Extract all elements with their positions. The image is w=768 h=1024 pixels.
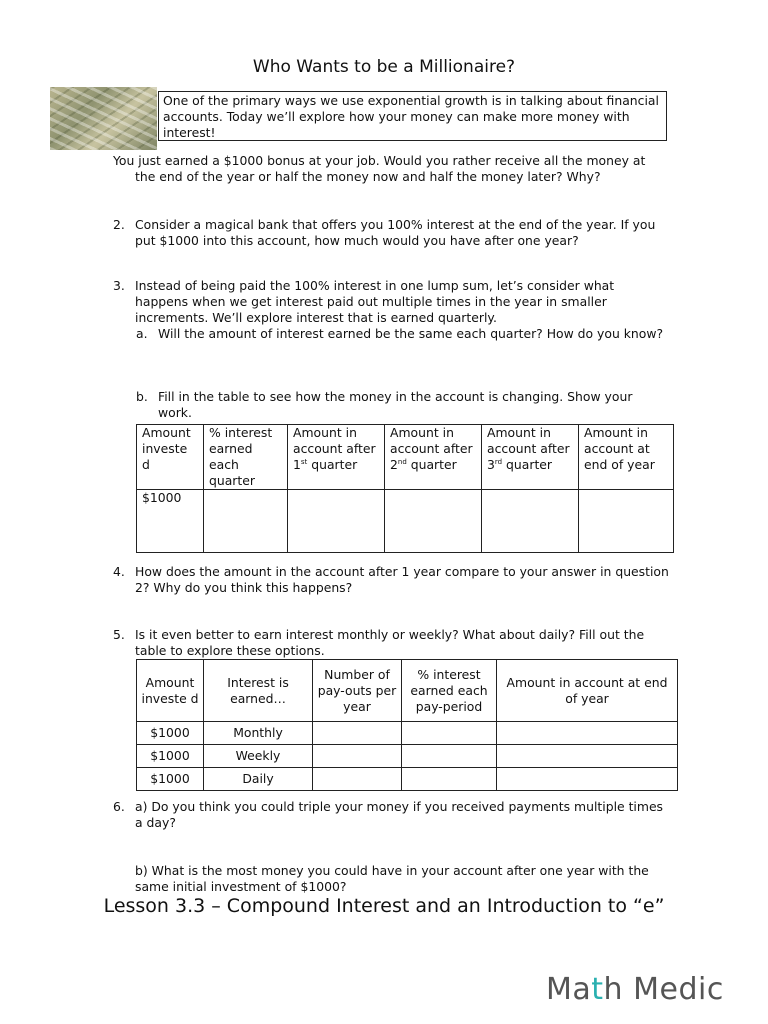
- table-row: [137, 490, 674, 553]
- cell-period: Monthly: [204, 722, 313, 745]
- answer-cell[interactable]: [288, 490, 385, 553]
- question-6-number: 6.: [113, 799, 125, 814]
- answer-cell[interactable]: [402, 722, 497, 745]
- question-5-text: Is it even better to earn interest monthly or weekly? What about daily? Fill out the table to explore these options.: [135, 627, 645, 658]
- question-1: [113, 153, 669, 185]
- question-6b-text: b) What is the most money you could have in your account after one year with the same initial investment of $1000?: [135, 863, 649, 894]
- lesson-footer: Lesson 3.3 – Compound Interest and an Introduction to “e”: [103, 895, 665, 917]
- question-6b: [113, 863, 669, 895]
- quarterly-table: [136, 424, 674, 553]
- header-payouts-per-year: Number of pay-outs per year: [313, 660, 402, 722]
- question-3a: [136, 326, 669, 342]
- answer-cell[interactable]: [497, 722, 678, 745]
- quarterly-table-header: [137, 425, 674, 490]
- question-3-text: Instead of being paid the 100% interest in one lump sum, let’s consider what happens when we get interest paid out multiple times in the year in smaller increments. We’ll explore interest that is earned quarterly.: [135, 278, 615, 325]
- frequency-table-header: [137, 660, 678, 722]
- question-3-number: 3.: [113, 278, 125, 293]
- answer-cell[interactable]: [482, 490, 579, 553]
- cell-amount: $1000: [137, 768, 204, 791]
- intro-box: One of the primary ways we use exponential growth is in talking about financial accounts. Today we’ll explore how your money can make more money with interest!: [158, 91, 667, 141]
- header-interest-earned: Interest is earned…: [204, 660, 313, 722]
- question-4-number: 4.: [113, 564, 125, 579]
- question-5: [113, 627, 669, 659]
- cell-period: Weekly: [204, 745, 313, 768]
- question-3b-letter: b.: [136, 389, 148, 404]
- math-medic-logo: Math Medic: [546, 972, 724, 1007]
- question-4: [113, 564, 669, 596]
- table-row: [137, 722, 678, 745]
- question-3b-text: Fill in the table to see how the money in the account is changing. Show your work.: [158, 389, 633, 420]
- question-3a-text: Will the amount of interest earned be the same each quarter? How do you know?: [158, 326, 664, 341]
- header-percent-interest: % interest earned each quarter: [204, 425, 288, 490]
- header-amount-invested: Amount investe d: [137, 660, 204, 722]
- answer-cell[interactable]: [313, 745, 402, 768]
- question-6a: [113, 799, 669, 831]
- question-6a-text: a) Do you think you could triple your money if you received payments multiple times a day?: [135, 799, 664, 830]
- header-percent-per-period: % interest earned each pay-period: [402, 660, 497, 722]
- question-1-text: You just earned a $1000 bonus at your job. Would you rather receive all the money at the end of the year or half the money now and half the money later? Why?: [113, 153, 646, 184]
- frequency-table: [136, 659, 678, 791]
- answer-cell[interactable]: [313, 768, 402, 791]
- question-2: [113, 217, 669, 249]
- answer-cell[interactable]: [204, 490, 288, 553]
- answer-cell[interactable]: [385, 490, 482, 553]
- question-3: [113, 278, 669, 326]
- question-3a-letter: a.: [136, 326, 148, 341]
- answer-cell[interactable]: [579, 490, 674, 553]
- page-title: Who Wants to be a Millionaire?: [252, 57, 516, 77]
- header-end-of-year: Amount in account at end of year: [497, 660, 678, 722]
- header-end-of-year: Amount in account at end of year: [579, 425, 674, 490]
- answer-cell[interactable]: [402, 768, 497, 791]
- answer-cell[interactable]: [402, 745, 497, 768]
- header-after-q2: Amount in account after 2nd quarter: [385, 425, 482, 490]
- question-5-number: 5.: [113, 627, 125, 642]
- answer-cell[interactable]: [497, 745, 678, 768]
- header-after-q1: Amount in account after 1st quarter: [288, 425, 385, 490]
- question-4-text: How does the amount in the account after 1 year compare to your answer in question 2? Why do you think this happens?: [135, 564, 669, 595]
- table-row: [137, 745, 678, 768]
- cell-period: Daily: [204, 768, 313, 791]
- cell-amount: $1000: [137, 490, 204, 553]
- question-2-number: 2.: [113, 217, 125, 232]
- header-after-q3: Amount in account after 3rd quarter: [482, 425, 579, 490]
- cell-amount: $1000: [137, 722, 204, 745]
- question-2-text: Consider a magical bank that offers you 100% interest at the end of the year. If you put $1000 into this account, how much would you have after one year?: [135, 217, 656, 248]
- header-amount-invested: Amount investe d: [137, 425, 204, 490]
- table-row: [137, 768, 678, 791]
- money-stack-image: [50, 87, 157, 150]
- cell-amount: $1000: [137, 745, 204, 768]
- question-3b: [136, 389, 669, 421]
- answer-cell[interactable]: [313, 722, 402, 745]
- answer-cell[interactable]: [497, 768, 678, 791]
